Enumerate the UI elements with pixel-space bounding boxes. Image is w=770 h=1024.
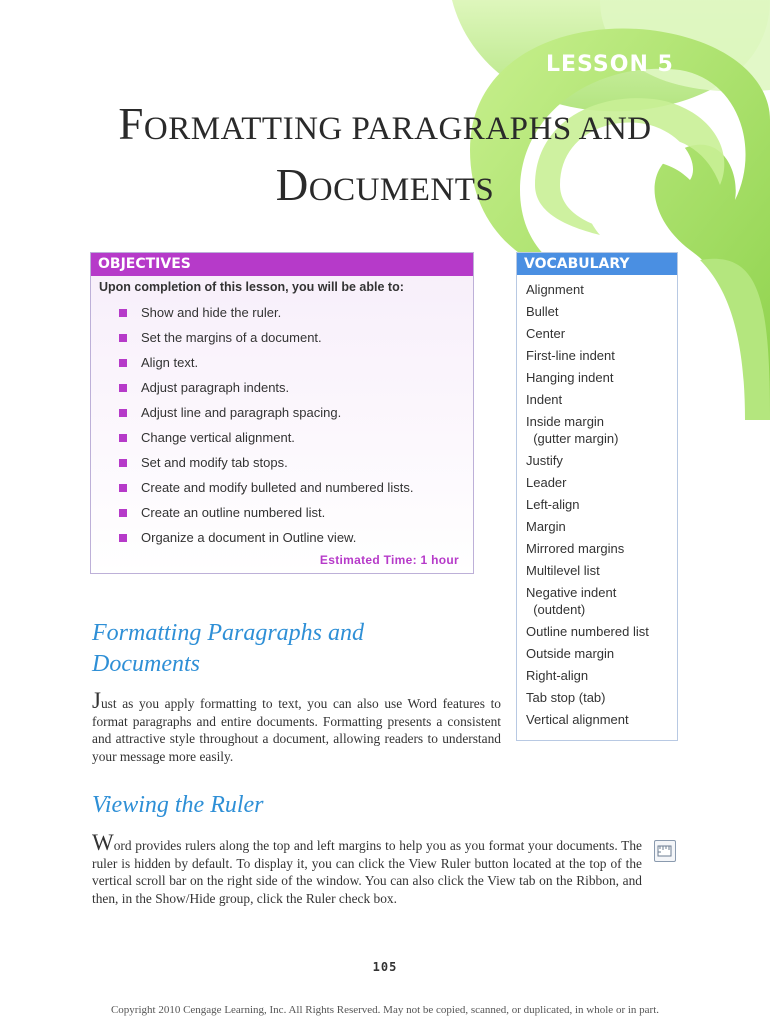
objective-text: Adjust line and paragraph spacing. <box>141 405 342 420</box>
objective-text: Show and hide the ruler. <box>141 305 282 320</box>
vocabulary-term: Margin <box>526 519 566 534</box>
ruler-glyph-icon <box>655 841 675 861</box>
vocabulary-list <box>517 275 677 728</box>
vocabulary-term: Alignment <box>526 282 584 297</box>
square-bullet-icon <box>119 484 127 492</box>
section-paragraph-formatting <box>92 688 501 765</box>
section-heading-formatting <box>92 618 364 680</box>
objective-text: Create and modify bulleted and numbered lists. <box>141 480 414 495</box>
vocabulary-term: Bullet <box>526 304 559 319</box>
objective-item <box>119 325 473 350</box>
objective-item <box>119 375 473 400</box>
vocabulary-term: Outline numbered list <box>526 624 649 639</box>
objective-item <box>119 425 473 450</box>
drop-cap: W <box>92 830 114 855</box>
page-title <box>80 96 690 218</box>
vocabulary-term: Hanging indent <box>526 370 614 385</box>
copyright-notice: Copyright 2010 Cengage Learning, Inc. All Rights Reserved. May not be copied, scanned, or duplicated, in whole or in part. <box>110 1004 660 1016</box>
vocabulary-term: Tab stop (tab) <box>526 690 606 705</box>
objective-item <box>119 450 473 475</box>
objective-text: Align text. <box>141 355 199 370</box>
vocabulary-term: Indent <box>526 392 563 407</box>
lesson-label: LESSON 5 <box>546 52 674 77</box>
objective-item <box>119 300 473 325</box>
page-title-line1: FORMATTING PARAGRAPHS AND <box>118 99 652 149</box>
vocabulary-term: Outside margin <box>526 646 615 661</box>
square-bullet-icon <box>119 384 127 392</box>
square-bullet-icon <box>119 534 127 542</box>
vocabulary-term: Center <box>526 326 566 341</box>
vocabulary-term: Left-align <box>526 497 580 512</box>
objective-item <box>119 500 473 525</box>
objective-item <box>119 350 473 375</box>
drop-cap: J <box>92 688 101 713</box>
square-bullet-icon <box>119 409 127 417</box>
page-number: 105 <box>372 960 398 974</box>
vocabulary-term: Mirrored margins <box>526 541 625 556</box>
paragraph-text: ord provides rulers along the top and left margins to help you as you format your documents. The ruler is hidden by default. To display it, you can click the View Ruler button located at the top of the vertical scroll bar on the right side of the window. You can also click the View tab on the Ribbon, and then, in the Show/Hide group, click the Ruler check box. <box>92 838 642 906</box>
square-bullet-icon <box>119 459 127 467</box>
objectives-box <box>90 252 474 574</box>
section-paragraph-ruler <box>92 830 642 907</box>
objectives-heading: OBJECTIVES <box>91 253 473 276</box>
vocabulary-term: Negative indent (outdent) <box>526 585 617 617</box>
vocabulary-term: Multilevel list <box>526 563 600 578</box>
vocabulary-term: Justify <box>526 453 563 468</box>
objective-item <box>119 525 473 550</box>
square-bullet-icon <box>119 334 127 342</box>
objective-item <box>119 400 473 425</box>
square-bullet-icon <box>119 509 127 517</box>
section-heading-ruler: Viewing the Ruler <box>92 792 264 818</box>
vocabulary-box <box>516 252 678 741</box>
page-title-line2: DOCUMENTS <box>275 160 495 210</box>
vocabulary-term: Vertical alignment <box>526 712 629 727</box>
square-bullet-icon <box>119 309 127 317</box>
square-bullet-icon <box>119 434 127 442</box>
objectives-list <box>91 300 473 550</box>
vocabulary-term: Inside margin (gutter margin) <box>526 414 619 446</box>
objective-text: Set and modify tab stops. <box>141 455 288 470</box>
vocabulary-term: Right-align <box>526 668 589 683</box>
section-heading-line1: Formatting Paragraphs and <box>92 620 365 646</box>
vocabulary-heading: VOCABULARY <box>517 253 677 275</box>
section-heading-line2: Documents <box>92 651 200 677</box>
objective-item <box>119 475 473 500</box>
objective-text: Adjust paragraph indents. <box>141 380 290 395</box>
objective-text: Set the margins of a document. <box>141 330 322 345</box>
paragraph-text: ust as you apply formatting to text, you can also use Word features to format paragraphs and entire documents. Formatting presents a consistent and attractive style throughout a document, allowing readers to understand your message more easily. <box>92 696 501 764</box>
vocabulary-term: First-line indent <box>526 348 615 363</box>
view-ruler-icon <box>654 840 676 862</box>
objective-text: Change vertical alignment. <box>141 430 295 445</box>
estimated-time: Estimated Time: 1 hour <box>319 553 459 567</box>
objectives-intro: Upon completion of this lesson, you will be able to: <box>99 280 404 294</box>
objective-text: Create an outline numbered list. <box>141 505 326 520</box>
objective-text: Organize a document in Outline view. <box>141 530 357 545</box>
square-bullet-icon <box>119 359 127 367</box>
vocabulary-term: Leader <box>526 475 567 490</box>
